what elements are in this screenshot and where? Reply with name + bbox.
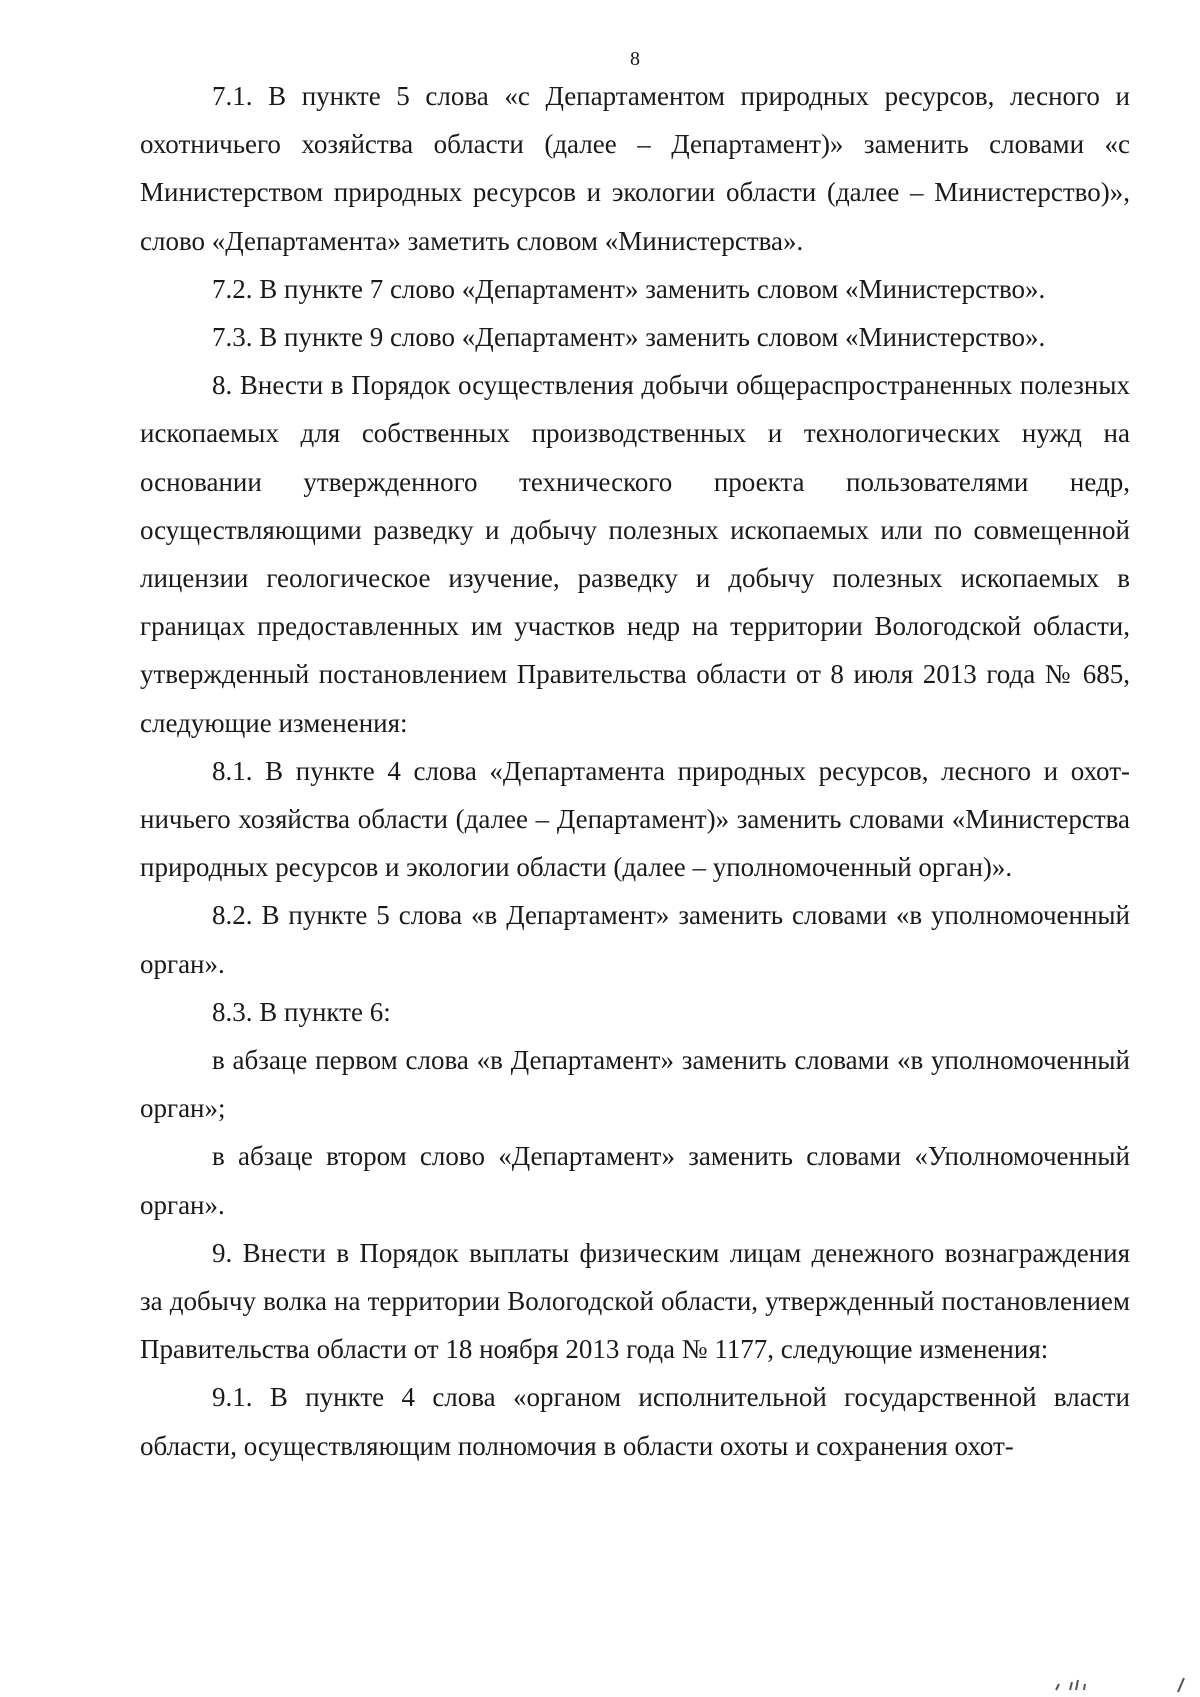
paragraph-7-1: 7.1. В пункте 5 слова «с Департаментом природных ресурсов, лесного и охотничьего хозяйства области (далее – Департамент)» заменить словами «с Министерством природных ресурсов и экологии области (далее – Министерство)», слово «Департамента» заметить словом «Министерства». bbox=[140, 81, 1130, 256]
paragraph-8-3: 8.3. В пункте 6: bbox=[212, 996, 391, 1027]
paragraph-9: 9. Внести в Порядок выплаты физическим лицам денежного вознаграждения за добычу волка на территории Вологодской области, утвержденный постановлением Правительства области от 18 ноября 2013 года № 1177, следующие изменения: bbox=[140, 1237, 1130, 1365]
paragraph-8-3-abzac-2: в абзаце втором слово «Департамент» заменить словами «Уполномоченный орган». bbox=[140, 1141, 1130, 1220]
paragraph-8-1: 8.1. В пункте 4 слова «Департамента природных ресурсов, лесного и охотничьего хозяйства области (далее – Департамент)» заменить словами «Министерства природных ресурсов и экологии области (далее – уполномоченный орган)». bbox=[140, 755, 1130, 883]
paragraph-8-3-abzac-1: в абзаце первом слова «в Департамент» заменить словами «в уполномоченный орган»; bbox=[140, 1045, 1130, 1124]
paragraph-7-2: 7.2. В пункте 7 слово «Департамент» заменить словом «Министерство». bbox=[212, 273, 1046, 304]
paragraph-7-3: 7.3. В пункте 9 слово «Департамент» заменить словом «Министерство». bbox=[212, 322, 1046, 353]
document-body bbox=[140, 72, 1130, 1470]
paragraph-8-2: 8.2. В пункте 5 слова «в Департамент» заменить словами «в уполномоченный орган». bbox=[140, 900, 1130, 979]
paragraph-9-1: 9.1. В пункте 4 слова «органом исполнительной государственной власти области, осуществляющим полномочия в области охоты и сохранения охот- bbox=[140, 1382, 1130, 1461]
scan-artifact-mark bbox=[1050, 1670, 1190, 1694]
paragraph-8: 8. Внести в Порядок осуществления добычи общераспространенных полезных ископаемых для собственных производственных и технологических нужд на основании утвержденного технического проекта пользователями недр, осуществляющими разведку и добычу полезных ископаемых или по совмещенной лицензии геологическое изучение, разведку и добычу полезных ископаемых в границах предоставленных им участков недр на территории Вологодской области, утвержденный постановлением Правительства области от 8 июля 2013 года № 685, следующие изменения: bbox=[140, 370, 1130, 738]
page-number: 8 bbox=[630, 48, 640, 70]
